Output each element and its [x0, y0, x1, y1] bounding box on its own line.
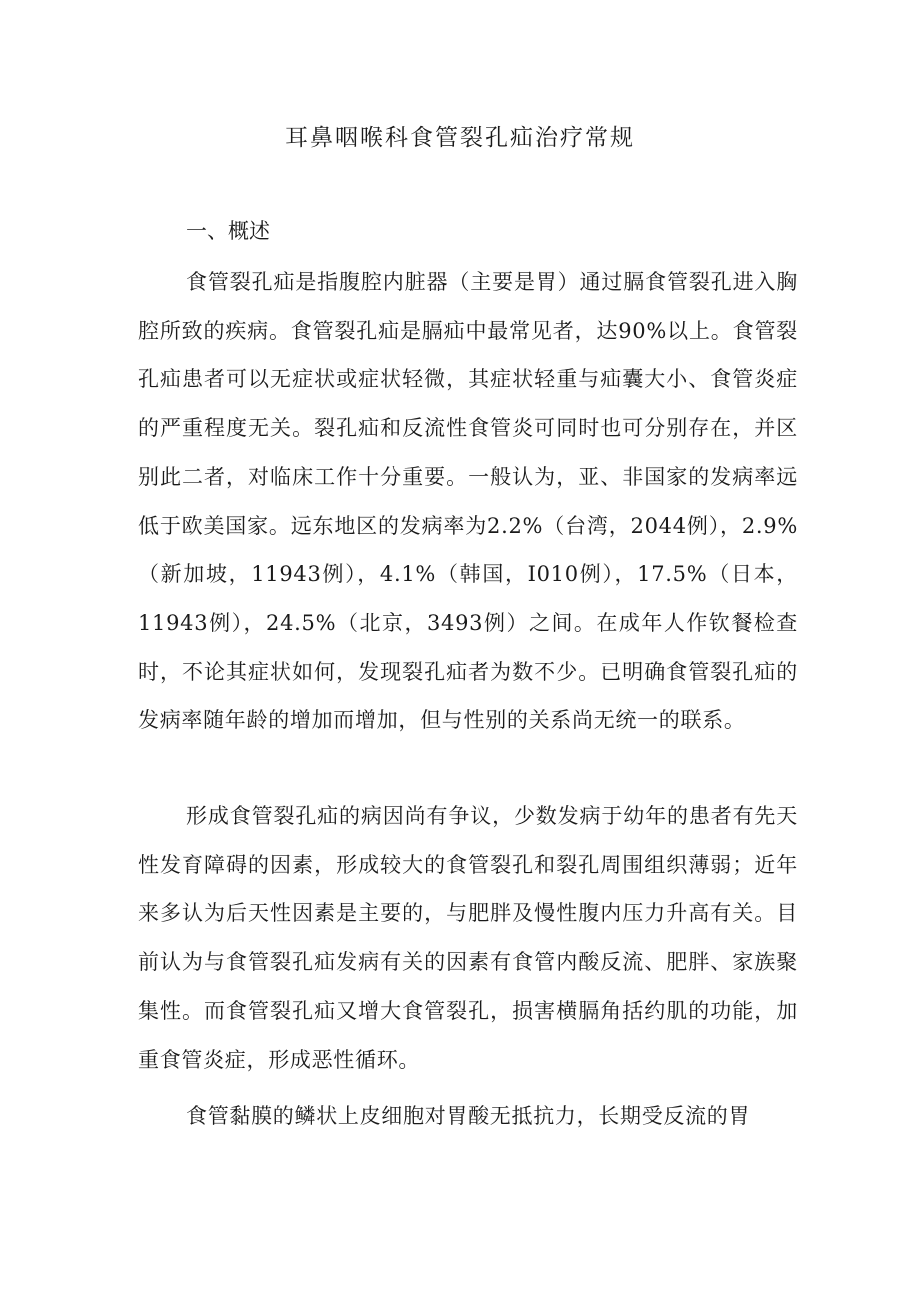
- paragraph-etiology: 形成食管裂孔疝的病因尚有争议，少数发病于幼年的患者有先天性发育障碍的因素，形成较大的食管裂孔和裂孔周围组织薄弱；近年来多认为后天性因素是主要的，与肥胖及慢性腹内压力升高有关。目前认为与食管裂孔疝发病有关的因素有食管内酸反流、肥胖、家族聚集性。而食管裂孔疝又增大食管裂孔，损害横膈角括约肌的功能，加重食管炎症，形成恶性循环。: [138, 804, 798, 1072]
- paragraph-mucosa: 食管黏膜的鳞状上皮细胞对胃酸无抵抗力，长期受反流的胃: [186, 1104, 751, 1128]
- paragraph-definition: 食管裂孔疝是指腹腔内脏器（主要是胃）通过膈食管裂孔进入胸腔所致的疾病。食管裂孔疝是膈疝中最常见者，达90%以上。食管裂孔疝患者可以无症状或症状轻微，其症状轻重与疝囊大小、食管炎症的严重程度无关。裂孔疝和反流性食管炎可同时也可分别存在，并区别此二者，对临床工作十分重要。一般认为，亚、非国家的发病率远低于欧美国家。远东地区的发病率为2.2%（台湾，2044例），2.9%（新加坡，11943例），4.1%（韩国，I010例），17.5%（日本，11943例），24.5%（北京，3493例）之间。在成年人作钦餐检查时，不论其症状如何，发现裂孔疝者为数不少。已明确食管裂孔疝的发病率随年龄的增加而增加，但与性别的关系尚无统一的联系。: [138, 270, 798, 733]
- document-title: 耳鼻咽喉科食管裂孔疝治疗常规: [285, 125, 635, 151]
- section-heading-overview: 一、概述: [186, 219, 270, 243]
